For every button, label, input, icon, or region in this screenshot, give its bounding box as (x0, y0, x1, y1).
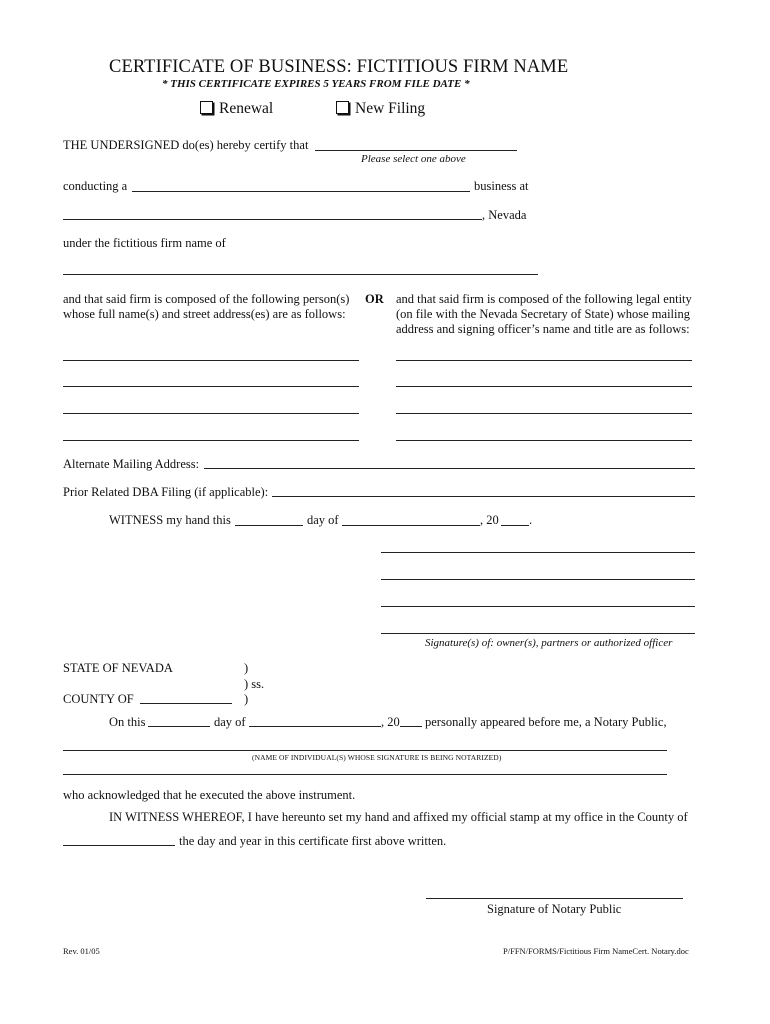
entity-field-2[interactable] (396, 386, 692, 387)
witness-month-field[interactable] (342, 525, 480, 526)
signature-field-3[interactable] (381, 606, 695, 607)
nevada-text: , Nevada (482, 208, 527, 222)
renewal-option[interactable] (200, 100, 273, 118)
notary-signature-label: Signature of Notary Public (487, 902, 622, 916)
paren-1: ) (244, 661, 249, 675)
firm-name-field[interactable] (63, 274, 538, 275)
signature-field-1[interactable] (381, 552, 695, 553)
county-field[interactable] (140, 703, 232, 704)
business-at-text: business at (474, 179, 529, 193)
signature-field-2[interactable] (381, 579, 695, 580)
new-filing-checkbox[interactable] (336, 101, 349, 114)
new-filing-option[interactable] (336, 100, 425, 118)
acknowledged-text: who acknowledged that he executed the above instrument. (63, 788, 356, 802)
appeared-text: personally appeared before me, a Notary Public, (425, 715, 667, 729)
paren-3: ) (244, 692, 249, 706)
notary-day-field[interactable] (148, 726, 210, 727)
witness-text-d: . (529, 513, 533, 527)
notary-year-field[interactable] (400, 726, 422, 727)
individual-name-field-2[interactable] (63, 774, 667, 775)
signature-field-4[interactable] (381, 633, 695, 634)
day-of-text: day of (214, 715, 246, 729)
witness-text-b: day of (307, 513, 339, 527)
conducting-text: conducting a (63, 179, 128, 193)
paren-ss: ) ss. (244, 677, 265, 691)
new-filing-label: New Filing (355, 100, 426, 117)
page-title: CERTIFICATE OF BUSINESS: FICTITIOUS FIRM NAME (109, 57, 569, 77)
alt-mailing-label: Alternate Mailing Address: (63, 457, 200, 471)
individual-caption: (NAME OF INDIVIDUAL(S) WHOSE SIGNATURE IS BEING NOTARIZED) (252, 753, 502, 762)
certify-field[interactable] (315, 150, 517, 151)
individual-name-field[interactable] (63, 750, 667, 751)
person-field-4[interactable] (63, 440, 359, 441)
renewal-checkbox[interactable] (200, 101, 213, 114)
entity-field-4[interactable] (396, 440, 692, 441)
page-subtitle: * THIS CERTIFICATE EXPIRES 5 YEARS FROM FILE DATE * (162, 78, 470, 90)
entity-text-2: (on file with the Nevada Secretary of State) whose mailing (396, 307, 691, 321)
entity-text-1: and that said firm is composed of the following legal entity (396, 292, 692, 306)
witness-text-c: , 20 (480, 513, 499, 527)
person-field-3[interactable] (63, 413, 359, 414)
business-address-field[interactable] (63, 219, 482, 220)
signature-caption: Signature(s) of: owner(s), partners or authorized officer (425, 637, 673, 649)
persons-text-1: and that said firm is composed of the following person(s) (63, 292, 350, 306)
revision-text: Rev. 01/05 (63, 946, 100, 956)
or-text: OR (365, 292, 384, 306)
persons-text-2: whose full name(s) and street address(es) are as follows: (63, 307, 346, 321)
alt-mailing-field[interactable] (204, 468, 695, 469)
prior-dba-field[interactable] (272, 496, 695, 497)
entity-text-3: address and signing officer’s name and title are as follows: (396, 322, 690, 336)
prior-dba-label: Prior Related DBA Filing (if applicable): (63, 485, 269, 499)
renewal-label: Renewal (219, 100, 274, 117)
notary-year-text: , 20 (381, 715, 400, 729)
notary-signature-field[interactable] (426, 898, 683, 899)
person-field-2[interactable] (63, 386, 359, 387)
notary-month-field[interactable] (249, 726, 381, 727)
entity-field-1[interactable] (396, 360, 692, 361)
state-label: STATE OF NEVADA (63, 661, 173, 675)
witness-day-field[interactable] (235, 525, 303, 526)
whereof-text: IN WITNESS WHEREOF, I have hereunto set my hand and affixed my official stamp at my office in the County of (109, 810, 688, 824)
on-this-text: On this (109, 715, 146, 729)
county-label: COUNTY OF (63, 692, 134, 706)
entity-field-3[interactable] (396, 413, 692, 414)
day-year-text: the day and year in this certificate first above written. (179, 834, 447, 848)
notary-county-field[interactable] (63, 845, 175, 846)
witness-year-field[interactable] (501, 525, 529, 526)
undersigned-text: THE UNDERSIGNED do(es) hereby certify that (63, 138, 309, 152)
person-field-1[interactable] (63, 360, 359, 361)
under-name-text: under the fictitious firm name of (63, 236, 226, 250)
file-path-text: P/FFN/FORMS/Fictitious Firm NameCert. Notary.doc (503, 946, 689, 956)
select-hint: Please select one above (361, 153, 466, 165)
witness-text-a: WITNESS my hand this (109, 513, 231, 527)
business-type-field[interactable] (132, 191, 470, 192)
